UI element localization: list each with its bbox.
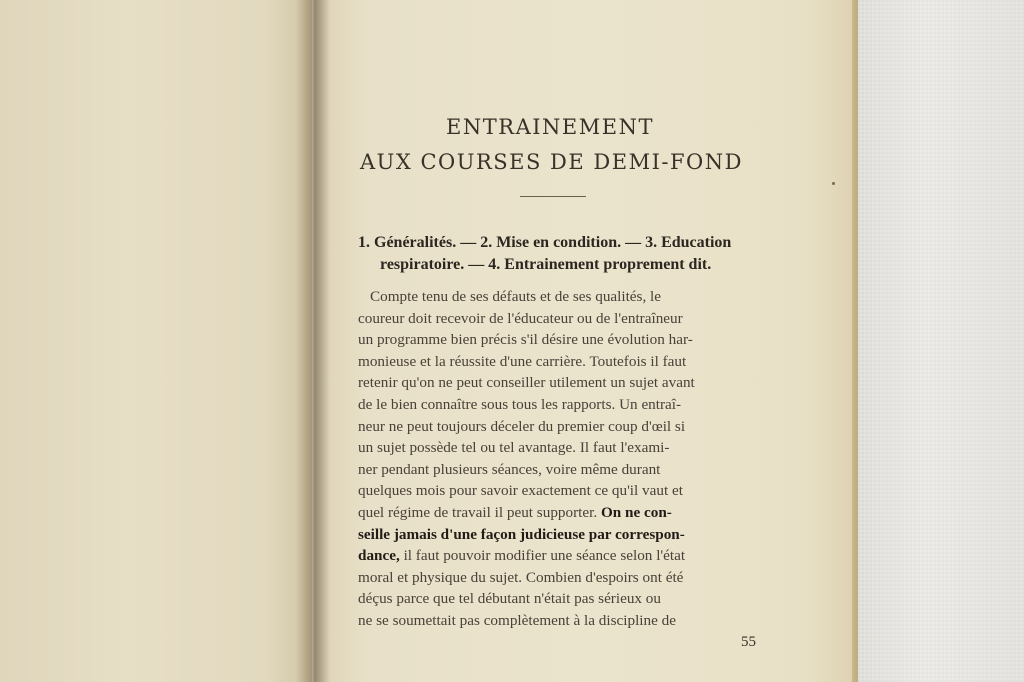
text-line: un sujet possède tel ou tel avantage. Il faut l'exami- xyxy=(358,439,670,457)
emphasis-text: dance, xyxy=(358,547,400,565)
text-line xyxy=(358,502,778,524)
text-line: quelques mois pour savoir exactement ce qu'il vaut et xyxy=(358,482,683,500)
left-page xyxy=(0,0,312,682)
text-line: de le bien connaître sous tous les rapports. Un entraî- xyxy=(358,395,682,413)
text-line: ne se soumettait pas complètement à la discipline de xyxy=(358,611,676,629)
paper-speck xyxy=(832,182,835,185)
text-line: Compte tenu de ses défauts et de ses qualités, le xyxy=(370,288,662,305)
book-gutter xyxy=(296,0,330,682)
chapter-title-line2: AUX COURSES DE DEMI-FOND xyxy=(360,150,743,174)
text-line xyxy=(358,545,778,567)
text-span: il faut pouvoir modifier une séance selon l'état xyxy=(403,547,686,565)
summary-line: 1. Généralités. — 2. Mise en condition. — 3. Education xyxy=(358,234,732,251)
text-line: monieuse et la réussite d'une carrière. Toutefois il faut xyxy=(358,352,687,370)
text-line: un programme bien précis s'il désire une évolution har- xyxy=(358,331,693,349)
text-line: déçus parce que tel débutant n'était pas sérieux ou xyxy=(358,590,661,608)
background-cloth xyxy=(858,0,1024,682)
text-span: quel régime de travail il peut supporter. xyxy=(358,503,598,521)
page-number: 55 xyxy=(741,634,756,650)
summary-line: respiratoire. — 4. Entrainement proprement dit. xyxy=(380,256,712,273)
text-line: retenir qu'on ne peut conseiller utilement un sujet avant xyxy=(358,374,695,392)
text-line: coureur doit recevoir de l'éducateur ou de l'entraîneur xyxy=(358,309,683,327)
text-line: neur ne peut toujours déceler du premier coup d'œil si xyxy=(358,417,686,435)
title-divider xyxy=(520,196,586,197)
emphasis-text: On ne con- xyxy=(600,503,672,521)
body-paragraph xyxy=(358,286,778,632)
chapter-title-line1: ENTRAINEMENT xyxy=(446,115,654,139)
text-line: ner pendant plusieurs séances, voire même durant xyxy=(358,460,661,478)
text-line: moral et physique du sujet. Combien d'espoirs ont été xyxy=(358,568,684,586)
chapter-summary xyxy=(358,232,778,276)
emphasis-line: seille jamais d'une façon judicieuse par correspon- xyxy=(358,525,685,543)
